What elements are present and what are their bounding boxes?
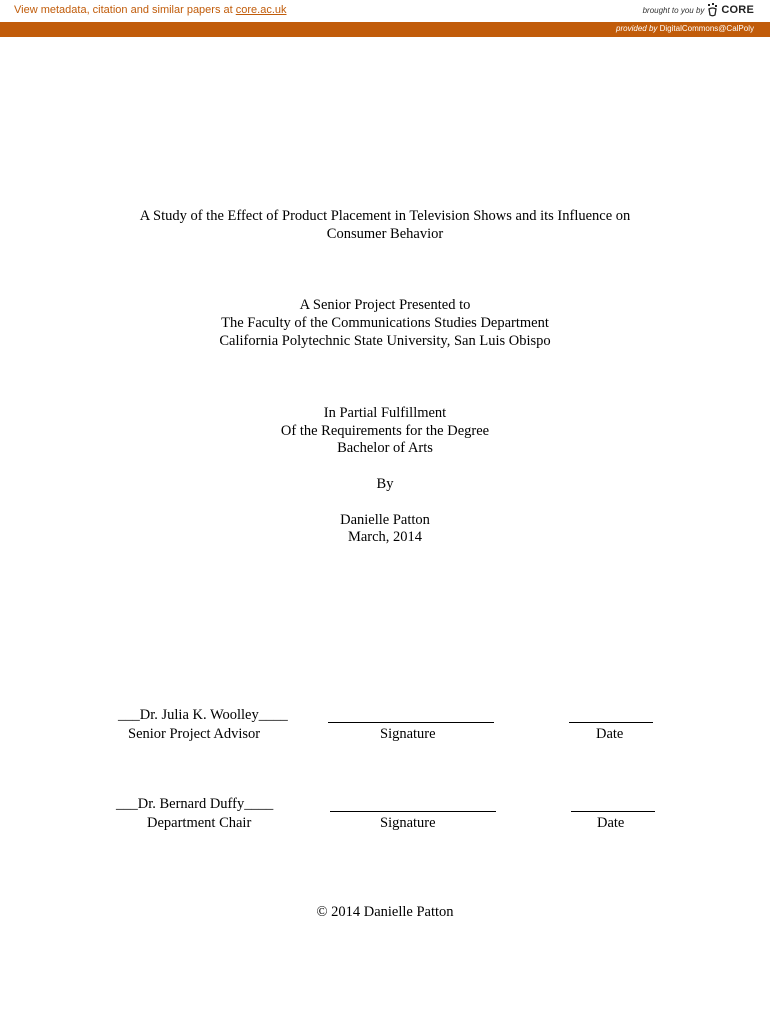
fulfillment-line: In Partial Fulfillment xyxy=(323,405,447,421)
copyright-notice: © 2014 Danielle Patton xyxy=(316,904,454,920)
core-banner xyxy=(0,0,770,22)
by-label: By xyxy=(376,476,394,492)
chair-date-line xyxy=(571,811,655,812)
chair-signature-label: Signature xyxy=(380,815,436,831)
author-name: Danielle Patton xyxy=(340,512,430,528)
thesis-title-line-1: A Study of the Effect of Product Placement in Television Shows and its Influence on xyxy=(139,208,631,224)
presented-to-line: A Senior Project Presented to xyxy=(299,297,471,313)
brought-to-you-by[interactable] xyxy=(643,3,754,17)
thesis-title-line-2: Consumer Behavior xyxy=(326,226,444,242)
core-ac-uk-link[interactable]: core.ac.uk xyxy=(235,4,287,16)
advisor-signature-label: Signature xyxy=(380,726,436,742)
advisor-date-label: Date xyxy=(596,726,624,742)
advisor-role: Senior Project Advisor xyxy=(128,726,261,742)
chair-name: ___Dr. Bernard Duffy____ xyxy=(116,796,274,812)
chair-signature-line xyxy=(330,811,496,812)
repository-link[interactable]: DigitalCommons@CalPoly xyxy=(659,24,754,33)
chair-role: Department Chair xyxy=(147,815,252,831)
advisor-date-line xyxy=(569,722,653,723)
brought-text: brought to you by xyxy=(642,5,705,15)
provided-prefix: provided by xyxy=(616,24,660,33)
provided-by-bar xyxy=(0,22,770,37)
advisor-signature-line xyxy=(328,722,494,723)
department-line: The Faculty of the Communications Studies Department xyxy=(221,315,549,331)
advisor-name: ___Dr. Julia K. Woolley____ xyxy=(118,707,288,723)
provided-by-text xyxy=(616,24,754,33)
requirements-line: Of the Requirements for the Degree xyxy=(280,423,490,439)
chair-date-label: Date xyxy=(597,815,625,831)
submission-date: March, 2014 xyxy=(347,529,423,545)
university-line: California Polytechnic State University, San Luis Obispo xyxy=(219,333,551,349)
core-logo-icon xyxy=(707,3,718,17)
metadata-prefix: View metadata, citation and similar papers at xyxy=(14,4,236,16)
metadata-link-text xyxy=(14,4,287,16)
core-logo-text: CORE xyxy=(721,4,754,16)
degree-line: Bachelor of Arts xyxy=(337,440,433,456)
